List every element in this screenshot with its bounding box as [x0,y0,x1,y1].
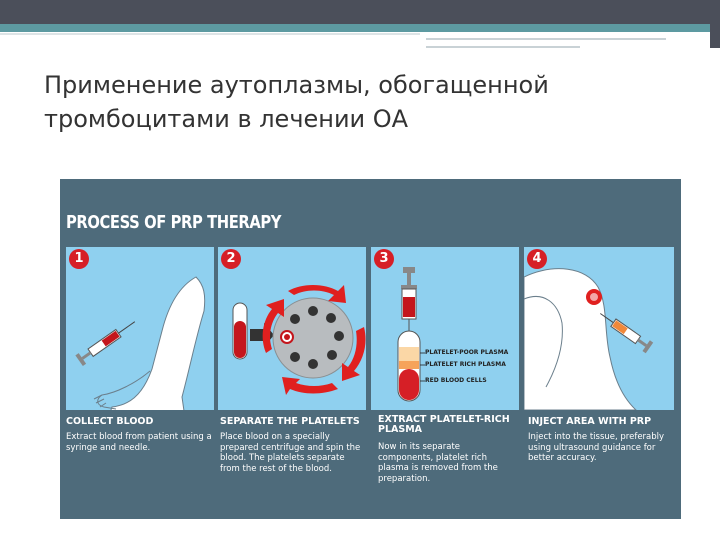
slide-title: Применение аутоплазмы, обогащенной тромбоцитами в лечении ОА [44,71,549,133]
step-3-number: 3 [374,249,394,269]
accent-line [426,38,666,40]
accent-line [0,33,420,35]
platelet-rich-plasma-label: PLATELET RICH PLASMA [425,361,506,368]
arm-syringe-icon [66,247,214,410]
step-4-description: Inject into the tissue, preferably using ultrasound guidance for better accuracy. [528,432,665,463]
platelet-poor-plasma-label: PLATELET-POOR PLASMA [425,349,509,356]
step-1-description: Extract blood from patient using a syringe and needle. [66,432,212,453]
step-1-number: 1 [69,249,89,269]
step-2-number: 2 [221,249,241,269]
separated-blood-tube-icon [371,247,519,410]
step-3-heading: EXTRACT PLATELET-RICH PLASMA [378,414,510,435]
slide-top-bar [0,0,720,24]
accent-line [426,46,580,48]
centrifuge-icon [218,247,366,410]
red-blood-cells-label: RED BLOOD CELLS [425,377,487,384]
step-2-illustration [218,247,366,410]
step-2-description: Place blood on a specially prepared centrifuge and spin the blood. The platelets separate from the rest of the blood. [220,432,361,474]
prp-diagram-panel [60,179,681,519]
step-1-heading: COLLECT BLOOD [66,416,154,427]
step-3-description: Now in its separate components, platelet rich plasma is removed from the preparation. [378,442,498,484]
step-2-heading: SEPARATE THE PLATELETS [220,416,360,427]
step-1-illustration [66,247,214,410]
slide-corner-block [710,24,720,48]
step-4-number: 4 [527,249,547,269]
knee-injection-icon [524,247,674,410]
step-4-illustration [524,247,674,410]
diagram-title: PROCESS OF PRP THERAPY [66,212,282,233]
step-4-heading: INJECT AREA WITH PRP [528,416,652,427]
slide-top-stripe [0,24,720,32]
step-3-illustration [371,247,519,410]
